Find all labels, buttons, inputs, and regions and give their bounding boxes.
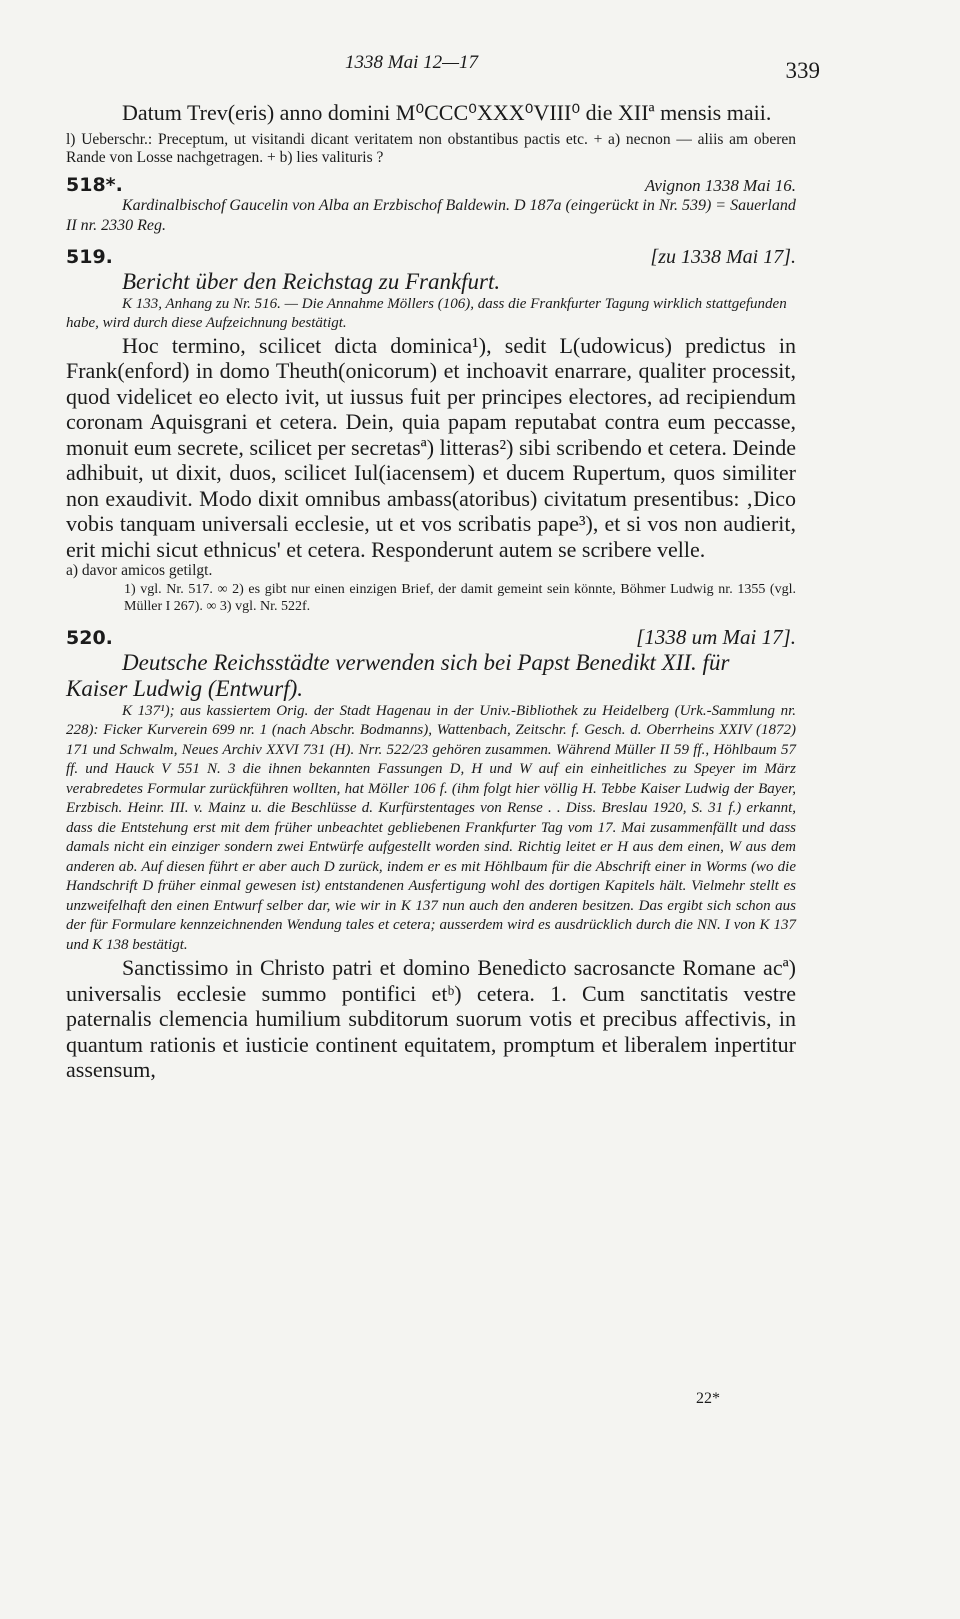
entry-520-place: [1338 um Mai 17].: [636, 624, 796, 649]
entry-519-footnotes: 1) vgl. Nr. 517. ∞ 2) es gibt nur einen einzigen Brief, der damit gemeint sein könnte, Böhmer Ludwig nr. 1355 (vgl. Müller I 267). ∞ 3) vgl. Nr. 522f.: [124, 581, 796, 614]
entry-519-text: Hoc termino, scilicet dicta dominica¹), sedit L(udowicus) predictus in Frank(enford) in domo Theuth(onicorum) et inchoavit enarrare, qualiter processit, quod videlicet eo electo ivit, ut iussus fuit per principes electores, ad recipiendum coronam Aquisgrani et cetera. Dein, quia papam reputabat contra eum peccasse, monuit eum secrete, scilicet per secretasª) litteras²) sibi scribendo et cetera. Deinde adhibuit, ut dixit, duos, scilicet Iul(iacensem) et ducem Rupertum, quos similiter non exaudivit. Modo dixit omnibus ambass(atoribus) civitatum presentibus: ‚Dico vobis tanquam universali ecclesie, ut et vos scribatis pape³), et si vos non audierit, erit michi sicut ethnicus' et cetera. Responderunt autem se scribere velle.: [66, 332, 796, 562]
entry-518-header: [66, 174, 796, 196]
entry-517-datum: Datum Trev(eris) anno domini M⁰CCC⁰XXX⁰VIII⁰ die XIIª mensis maii.: [122, 100, 772, 125]
entry-518-number: 518*.: [66, 173, 123, 196]
entry-519-note-a: a) davor amicos getilgt.: [66, 562, 213, 579]
page-number: 339: [785, 58, 820, 83]
entry-519-number: 519.: [66, 245, 113, 268]
entry-520-text: Sanctissimo in Christo patri et domino Benedicto sacrosancte Romane acª) universalis ecclesie summo pontifici etᵇ) cetera. 1. Cum sanctitatis vestre paternalis clemencia humilium subditorum suorum votis et precibus affectivis, in quantum rationis et iusticie continent equitatem, promptum et liberalem inpertitur assensum,: [66, 955, 796, 1082]
entry-517-notes: l) Ueberschr.: Preceptum, ut visitandi dicant veritatem non obstantibus pactis etc. + a) necnon — aliis am oberen Rande von Losse nachgetragen. + b) lies valituris ?: [66, 130, 796, 166]
entry-520-source: K 137¹); aus kassiertem Orig. der Stadt Hagenau in der Univ.-Bibliothek zu Heidelberg (Urk.-Sammlung nr. 228): Ficker Kurverein 699 nr. 1 (nach Abschr. Bodmanns), Wattenbach, Zeitschr. f. Gesch. d. Oberrheins XXIV (1872) 171 und Schwalm, Neues Archiv XXVI 731 (H). Nrr. 522/23 gehören zusammen. Während Müller II 59 ff., Höhlbaum 57 ff. und Hauck V 551 N. 3 die ihnen bekannten Fassungen D, H und W auf ein einheitliches zu Speyer im März verabredetes Formular zurückführen wollten, hat Möller 106 f. (ihm folgt hier völlig H. Tebbe Kaiser Ludwig der Bayer, Erzbisch. Heinr. III. v. Mainz u. die Beschlüsse d. Kurfürstentages von Rense . . Diss. Breslau 1920, S. 31 f.) erkannt, dass die Entstehung erst mit dem früher unbeachtet gebliebenen Frankfurter Tag vom 17. Mai zusammenfällt und dass damals nicht ein einziger sondern zwei Entwürfe aufgestellt worden sind. Richtig leitet er H aus dem einen, W aus dem anderen ab. Auf diesen führt er aber auch D zurück, indem er es mit Höhlbaum für die Abschrift einer in Worms (wo die Handschrift D früher einmal gewesen ist) entstandenen Ausfertigung wohl des dortigen Kapitels hält. Vielmehr stellt es unzweifelhaft den einen Entwurf selber dar, wie wir in K 137 nun auch den anderen besitzen. Das ergibt sich schon aus der für Formulare kennzeichnenden Wendung tales et cetera; ausserdem wird es ausdrücklich durch die NN. I von K 137 und K 138 bestätigt.: [66, 702, 796, 953]
page-body: [66, 100, 796, 1083]
entry-519-header: [66, 246, 796, 269]
signature-mark: 22*: [696, 1390, 720, 1407]
entry-519-place: [zu 1338 Mai 17].: [650, 245, 796, 268]
entry-520-title: Deutsche Reichsstädte verwenden sich bei Papst Benedikt XII. für Kaiser Ludwig (Entwurf).: [66, 649, 730, 701]
entry-518-place: Avignon 1338 Mai 16.: [644, 175, 796, 195]
entry-518-description: Kardinalbischof Gaucelin von Alba an Erzbischof Baldewin. D 187a (eingerückt in Nr. 539) = Sauerland II nr. 2330 Reg.: [66, 196, 796, 234]
running-head-title: 1338 Mai 12—17: [345, 52, 478, 73]
entry-520-header: [66, 625, 796, 650]
running-head: [0, 52, 960, 82]
entry-519-title: Bericht über den Reichstag zu Frankfurt.: [122, 268, 501, 294]
entry-519-source: K 133, Anhang zu Nr. 516. — Die Annahme Möllers (106), dass die Frankfurter Tagung wirklich stattgefunden habe, wird durch diese Aufzeichnung bestätigt.: [66, 295, 787, 331]
entry-520-number: 520.: [66, 626, 113, 649]
